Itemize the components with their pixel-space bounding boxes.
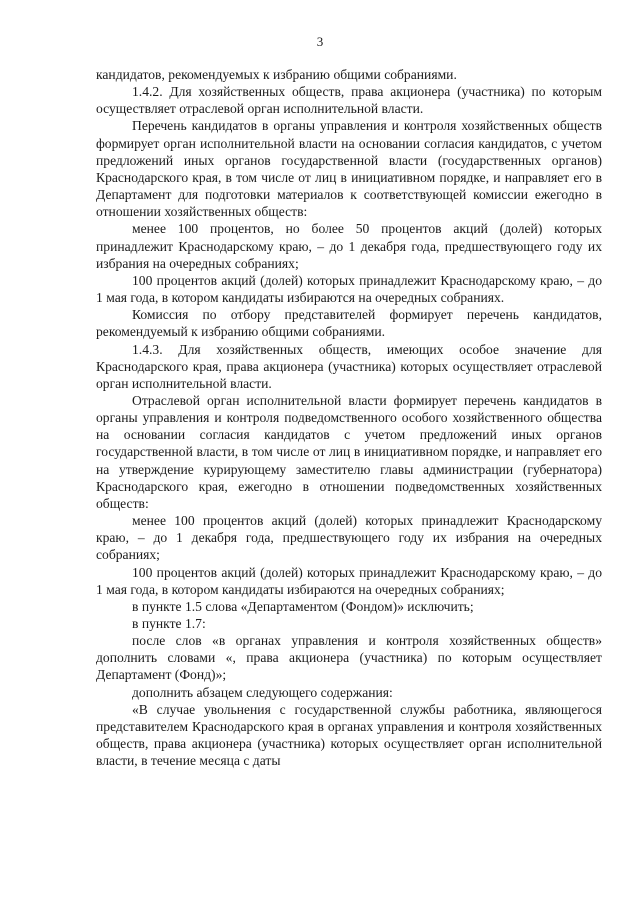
paragraph: «В случае увольнения с государственной службы работника, являющегося представителем Краснодарского края в органах управления и контроля хозяйственных обществ, права акционера (участника) которых осуществляет орган исполнительной власти, в течение месяца с даты (96, 701, 602, 769)
paragraph: в пункте 1.5 слова «Департаментом (Фондом)» исключить; (132, 598, 474, 614)
paragraph: Перечень кандидатов в органы управления и контроля хозяйственных обществ формирует орган исполнительной власти на основании согласия кандидатов, с учетом предложений иных органов государственной власти (государственных органов) Краснодарского края, в том числе от лиц в инициативном порядке, и направляет его в Департамент для подготовки материалов к соответствующей комиссии ежегодно в отношении хозяйственных обществ: (96, 118, 602, 220)
paragraph: 1.4.3. Для хозяйственных обществ, имеющих особое значение для Краснодарского края, права акционера (участника) которых осуществляет отраслевой орган исполнительной власти. (96, 341, 602, 391)
paragraph: Комиссия по отбору представителей формирует перечень кандидатов, рекомендуемый к избранию общими собраниями. (96, 307, 602, 340)
document-body (96, 66, 602, 769)
paragraph: Отраслевой орган исполнительной власти формирует перечень кандидатов в органы управления и контроля подведомственного особого хозяйственного общества на основании согласия кандидатов с учетом предложений иных органов государственной власти, в том числе от лиц в инициативном порядке, и направляет его на утверждение курирующему заместителю главы администрации (губернатора) Краснодарского края, ежегодно в отношении подведомственных хозяйственных обществ: (96, 392, 602, 511)
paragraph: 100 процентов акций (долей) которых принадлежит Краснодарскому краю, – до 1 мая года, в котором кандидаты избираются на очередных собраниях. (96, 272, 602, 306)
paragraph: дополнить абзацем следующего содержания: (132, 684, 393, 700)
paragraph: после слов «в органах управления и контроля хозяйственных обществ» дополнить словами «, права акционера (участника) по которым осуществляет Департамент (Фонд)»; (96, 633, 602, 683)
paragraph: кандидатов, рекомендуемых к избранию общими собраниями. (96, 67, 457, 82)
paragraph: менее 100 процентов акций (долей) которых принадлежит Краснодарскому краю, – до 1 декабря года, предшествующего году их избрания на очередных собраниях; (96, 513, 602, 563)
paragraph: менее 100 процентов, но более 50 процентов акций (долей) которых принадлежит Краснодарскому краю, – до 1 декабря года, предшествующего году их избрания на очередных собраниях; (96, 221, 602, 271)
paragraph: 100 процентов акций (долей) которых принадлежит Краснодарскому краю, – до 1 мая года, в котором кандидаты избираются на очередных собраниях; (96, 564, 602, 597)
paragraph: в пункте 1.7: (132, 616, 206, 631)
page-number: 3 (316, 34, 324, 49)
paragraph: 1.4.2. Для хозяйственных обществ, права акционера (участника) по которым осуществляет отраслевой орган исполнительной власти. (96, 84, 602, 117)
